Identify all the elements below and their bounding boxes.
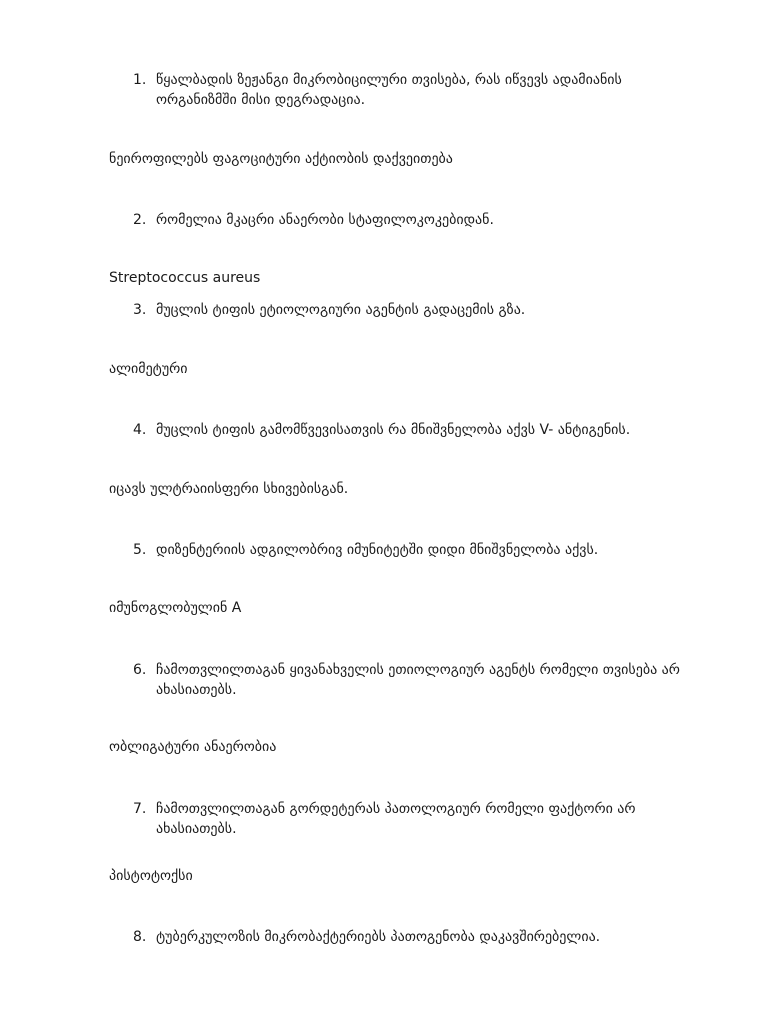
- question-text: ჩამოთვლილთაგან ყივანახველის ეთიოლოგიურ აგენტს რომელი თვისება არ ახასიათებს.: [156, 662, 680, 698]
- question-number: 6.: [133, 662, 147, 678]
- question-2: [133, 210, 703, 230]
- question-7: [133, 799, 703, 839]
- question-3: [133, 300, 703, 320]
- question-8: [133, 927, 703, 947]
- answer-6: ობლიგატური ანაერობია: [109, 739, 277, 755]
- answer-3: ალიმეტური: [109, 361, 188, 377]
- question-number: 2.: [133, 212, 147, 228]
- question-number: 5.: [133, 542, 147, 558]
- question-4: [133, 420, 703, 440]
- question-number: 3.: [133, 302, 147, 318]
- question-text: ტუბერკულოზის მიკრობაქტერიებს პათოგენობა დაკავშირებელია.: [156, 929, 601, 945]
- answer-2: Streptococcus aureus: [109, 270, 261, 286]
- answer-4: იცავს ულტრაიისფერი სხივებისგან.: [109, 481, 349, 497]
- answer-1: ნეიროფილებს ფაგოციტური აქტიობის დაქვეითება: [109, 151, 453, 167]
- question-text: რომელია მკაცრი ანაერობი სტაფილოკოკებიდან.: [156, 212, 494, 228]
- question-6: [133, 660, 703, 700]
- question-number: 7.: [133, 801, 147, 817]
- question-number: 8.: [133, 929, 147, 945]
- question-text: წყალბადის ზეჟანგი მიკრობიცილური თვისება, რას იწვევს ადამიანის ორგანიზმში მისი დეგრადაცია.: [156, 72, 622, 108]
- question-text: მუცლის ტიფის გამომწვევისათვის რა მნიშვნელობა აქვს V- ანტიგენის.: [156, 422, 631, 438]
- question-text: დიზენტერიის ადგილობრივ იმუნიტეტში დიდი მნიშვნელობა აქვს.: [156, 542, 599, 558]
- answer-5: იმუნოგლობულინ A: [109, 600, 242, 616]
- question-1: [133, 70, 703, 110]
- question-5: [133, 540, 703, 560]
- question-number: 1.: [133, 72, 147, 88]
- question-text: მუცლის ტიფის ეტიოლოგიური აგენტის გადაცემის გზა.: [156, 302, 526, 318]
- question-number: 4.: [133, 422, 147, 438]
- answer-7: პისტოტოქსი: [109, 868, 193, 884]
- question-text: ჩამოთვლილთაგან გორდეტერას პათოლოგიურ რომელი ფაქტორი არ ახასიათებს.: [156, 801, 636, 837]
